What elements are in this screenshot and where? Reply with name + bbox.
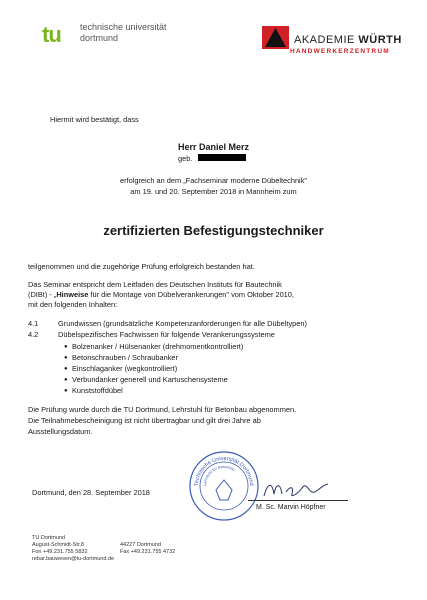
paragraph2-line2 <box>28 290 294 300</box>
place-date: Dortmund, den 28. September 2018 <box>32 488 150 497</box>
signer-name: M. Sc. Marvin Höpfner <box>256 504 326 511</box>
signature-line <box>248 500 348 501</box>
tu-name-line2: dortmund <box>80 33 119 43</box>
paragraph2-line3: mit den folgenden Inhalten: <box>28 300 118 309</box>
list-item-text: Dübelspezifisches Fachwissen für folgende Verankerungssysteme <box>58 330 275 339</box>
tu-dortmund-logo: tu <box>42 22 61 47</box>
footer-line3: Fon +49.231.755 5832 <box>32 549 88 555</box>
p2-line2-part-a: (DIBt) - „ <box>28 290 57 299</box>
passed-text: teilgenommen und die zugehörige Prüfung erfolgreich bestanden hat. <box>28 262 255 271</box>
bullet-item: Verbundanker generell und Kartuschensysteme <box>72 375 228 384</box>
p2-line2-part-c: für die Montage von Dübelverankerungen" vom Oktober 2010, <box>88 290 294 299</box>
birth-label: geb. <box>178 154 193 163</box>
footer-contact <box>120 542 175 556</box>
bullet-icon: ● <box>64 366 68 372</box>
paragraph2-line1: Das Seminar entspricht dem Leitfaden des Deutschen Instituts für Bautechnik <box>28 280 282 289</box>
stamp-text-top: Technische Universität Dortmund <box>193 455 255 487</box>
paragraph3-line2: Die Teilnahmebescheinigung ist nicht übertragbar und gilt drei Jahre ab <box>28 416 261 425</box>
akademie-label: AKADEMIE <box>294 34 359 46</box>
certificate-title: zertifizierten Befestigungstechniker <box>103 223 324 238</box>
wuerth-label: WÜRTH <box>358 34 402 46</box>
footer-email: rebar.bauwesen@tu-dortmund.de <box>32 556 115 562</box>
seminar-date-line: am 19. und 20. September 2018 in Mannheim zum <box>130 187 297 196</box>
footer-line1: TU Dortmund <box>32 535 66 541</box>
bullet-icon: ● <box>64 355 68 361</box>
seminar-line: erfolgreich an dem „Fachseminar moderne Dübeltechnik" <box>119 176 308 185</box>
list-item-number: 4.2 <box>28 330 39 339</box>
redacted-birthdate <box>198 154 246 161</box>
intro-text: Hiermit wird bestätigt, dass <box>50 115 139 124</box>
wuerth-logo-icon <box>262 26 289 49</box>
bullet-icon: ● <box>64 344 68 350</box>
official-stamp <box>188 450 260 522</box>
recipient-name: Herr Daniel Merz <box>177 142 250 152</box>
list-item-text: Grundwissen (grundsätzliche Kompetenzanforderungen für alle Dübeltypen) <box>58 319 307 328</box>
handwritten-signature <box>262 478 332 500</box>
p2-line2-bold: Hinweise <box>56 290 89 299</box>
paragraph3-line3: Ausstellungsdatum. <box>28 427 93 436</box>
bullet-icon: ● <box>64 388 68 394</box>
akademie-wuerth-title <box>294 34 402 46</box>
bullet-item: Kunststoffdübel <box>72 386 123 395</box>
tu-name-line1: technische universität <box>80 22 167 32</box>
tu-dortmund-wordmark <box>80 22 167 44</box>
bullet-item: Betonschrauben / Schraubanker <box>72 353 179 362</box>
bullet-item: Einschlaganker (wegkontrolliert) <box>72 364 178 373</box>
footer-city: 44227 Dortmund <box>120 542 161 548</box>
bullet-icon: ● <box>64 377 68 383</box>
svg-text:Technische Universität Dortmun <box>194 456 254 486</box>
stamp-text-mid: Lehrstuhl für Betonbau <box>202 464 236 487</box>
list-item-number: 4.1 <box>28 319 39 328</box>
footer-address <box>32 535 114 563</box>
footer-fax: Fax +49.231.755 4732 <box>120 549 176 555</box>
footer-line2: August-Schmidt-Str.8 <box>32 542 84 548</box>
bullet-item: Bolzenanker / Hülsenanker (drehmomentkontrolliert) <box>72 342 244 351</box>
handwerkerzentrum-label: HANDWERKERZENTRUM <box>290 48 390 55</box>
paragraph3-line1: Die Prüfung wurde durch die TU Dortmund, Lehrstuhl für Betonbau abgenommen. <box>28 405 297 414</box>
